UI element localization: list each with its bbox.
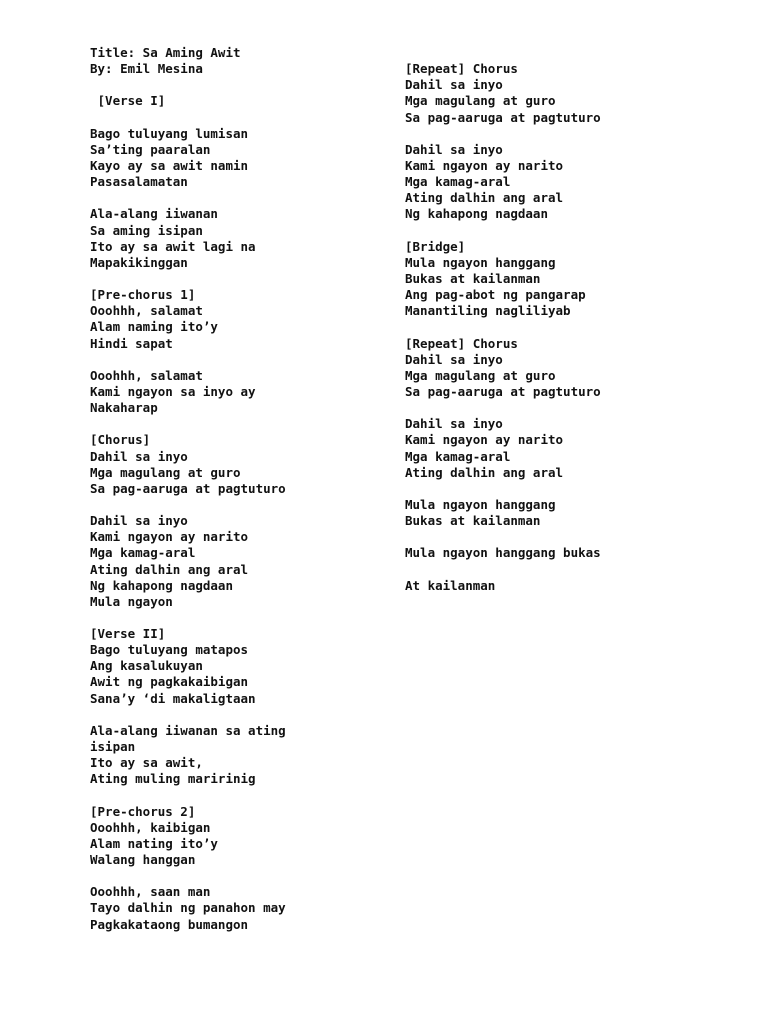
lyric-line: Dahil sa inyo [405, 351, 503, 367]
lyric-line: Ating dalhin ang aral [405, 190, 564, 206]
lyric-line: Ito ay sa awit, [90, 755, 203, 771]
lyric-line: At kailanman [405, 577, 496, 593]
lyric-line: Mga kamag-aral [405, 174, 511, 190]
blank-line [405, 45, 735, 61]
lyric-line: Ooohhh, salamat [90, 367, 203, 383]
lyric-line: Kami ngayon ay narito [90, 529, 249, 545]
lyric-line: Ooohhh, saan man [90, 884, 211, 900]
lyric-line: Sa pag-aaruga at pagtuturo [405, 383, 601, 399]
section-heading: [Pre-chorus 2] [90, 803, 196, 819]
lyric-line: isipan [90, 739, 136, 755]
lyric-line: Hindi sapat [90, 335, 173, 351]
lyric-line: Sa pag-aaruga at pagtuturo [405, 109, 601, 125]
lyric-line: Bago tuluyang matapos [90, 642, 249, 658]
lyric-line: Sa pag-aaruga at pagtuturo [90, 480, 286, 496]
blank-line [90, 707, 420, 723]
lyric-line: Mula ngayon [90, 593, 173, 609]
section-heading: [Verse II] [90, 626, 166, 642]
blank-line [405, 481, 735, 497]
lyric-line: Awit ng pagkakaibigan [90, 674, 249, 690]
lyric-line: Ooohhh, salamat [90, 303, 203, 319]
lyric-line: Kami ngayon ay narito [405, 157, 564, 173]
blank-line [90, 787, 420, 803]
lyric-line: Mapakikinggan [90, 254, 188, 270]
lyric-line: Mga kamag-aral [90, 545, 196, 561]
blank-line [90, 416, 420, 432]
blank-line [90, 190, 420, 206]
lyric-line: Ang kasalukuyan [90, 658, 203, 674]
blank-line [90, 610, 420, 626]
lyric-line: Dahil sa inyo [405, 141, 503, 157]
lyric-line: Ng kahapong nagdaan [405, 206, 548, 222]
blank-line [405, 400, 735, 416]
lyric-line: Ala-alang iiwanan sa ating [90, 722, 286, 738]
blank-line [90, 271, 420, 287]
lyric-line: Dahil sa inyo [90, 513, 188, 529]
section-heading: [Chorus] [90, 432, 151, 448]
section-heading: [Verse I] [90, 93, 166, 109]
lyric-line: Mula ngayon hanggang bukas [405, 545, 601, 561]
blank-line [90, 868, 420, 884]
lyric-line: Dahil sa inyo [405, 77, 503, 93]
lyric-line: Sana’y ‘di makaligtaan [90, 690, 256, 706]
lyric-line: Tayo dalhin ng panahon may [90, 900, 286, 916]
blank-line [405, 562, 735, 578]
lyric-line: Mula ngayon hanggang [405, 254, 556, 270]
section-heading: [Pre-chorus 1] [90, 287, 196, 303]
lyric-line: Mga magulang at guro [90, 464, 241, 480]
lyric-line: Ating dalhin ang aral [405, 464, 564, 480]
lyric-line: Dahil sa inyo [90, 448, 188, 464]
lyric-line: Ating dalhin ang aral [90, 561, 249, 577]
lyric-line: Kayo ay sa awit namin [90, 157, 249, 173]
lyric-line: Bago tuluyang lumisan [90, 125, 249, 141]
lyric-line: Pagkakataong bumangon [90, 916, 249, 932]
lyric-line: Ang pag-abot ng pangarap [405, 287, 586, 303]
lyric-line: Bukas at kailanman [405, 270, 541, 286]
lyric-line: Ooohhh, kaibigan [90, 819, 211, 835]
blank-line [405, 223, 735, 239]
section-heading: [Bridge] [405, 238, 466, 254]
blank-line [90, 77, 420, 93]
lyric-line: Mga magulang at guro [405, 367, 556, 383]
lyric-line: Mga magulang at guro [405, 93, 556, 109]
blank-line [90, 352, 420, 368]
lyric-line: Manantiling nagliliyab [405, 303, 571, 319]
lyric-line: Pasasalamatan [90, 174, 188, 190]
lyric-line: Alam nating ito’y [90, 835, 218, 851]
lyric-line: Kami ngayon ay narito [405, 432, 564, 448]
blank-line [405, 126, 735, 142]
lyric-line: Ng kahapong nagdaan [90, 577, 233, 593]
lyric-line: Walang hanggan [90, 852, 196, 868]
section-heading: [Repeat] Chorus [405, 61, 518, 77]
lyric-line: Title: Sa Aming Awit [90, 45, 241, 60]
lyric-line: Bukas at kailanman [405, 513, 541, 529]
section-heading: [Repeat] Chorus [405, 335, 518, 351]
lyric-line: Dahil sa inyo [405, 416, 503, 432]
lyric-line: Nakaharap [90, 400, 158, 416]
blank-line [405, 529, 735, 545]
lyric-line: Sa aming isipan [90, 222, 203, 238]
lyric-line: Ito ay sa awit lagi na [90, 238, 256, 254]
blank-line [405, 319, 735, 335]
lyric-line: By: Emil Mesina [90, 61, 203, 77]
lyric-line: Alam naming ito’y [90, 319, 218, 335]
lyric-line: Ala-alang iiwanan [90, 206, 218, 222]
right-column [405, 45, 735, 594]
lyric-line: Kami ngayon sa inyo ay [90, 383, 256, 399]
lyric-line: Mga kamag-aral [405, 448, 511, 464]
lyric-line: Mula ngayon hanggang [405, 496, 556, 512]
blank-line [90, 497, 420, 513]
lyric-line: Ating muling maririnig [90, 771, 256, 787]
lyric-line: Sa’ting paaralan [90, 141, 211, 157]
blank-line [90, 110, 420, 126]
left-column [90, 45, 420, 933]
